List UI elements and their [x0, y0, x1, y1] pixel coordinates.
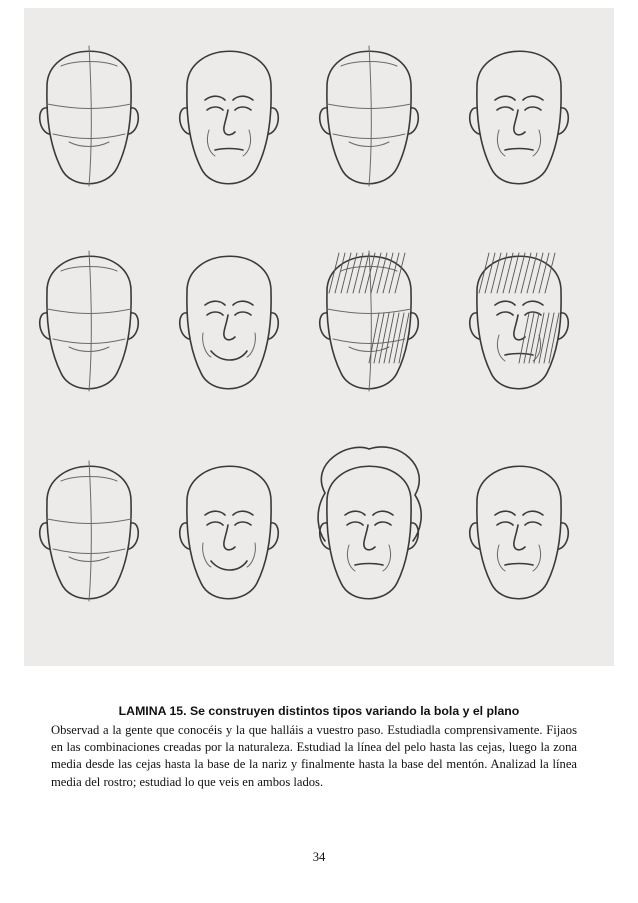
construction-head-sketch — [40, 251, 139, 391]
elderly-man-sketch — [470, 51, 569, 184]
elderly-woman-sketch — [318, 447, 421, 599]
construction-head-sketch — [40, 461, 139, 601]
shaded-construction-sketch — [320, 251, 419, 391]
elderly-man-sketch — [470, 466, 569, 599]
shaded-man-sketch — [470, 253, 569, 389]
page-number: 34 — [312, 850, 326, 864]
body-paragraph: Observad a la gente que conocéis y la que halláis a vuestro paso. Estudiadla comprensivamente. Fijaos en las combinaciones creadas por la naturaleza. Estudiad la línea del pelo hasta las cejas, luego la zona media desde las cejas hasta la base de la nariz y finalmente hasta la base del mentón. Analizad la línea media del rostro; estudiad lo que veis en ambos lados. — [51, 723, 577, 789]
construction-head-sketch — [320, 46, 419, 186]
smiling-man-sketch — [180, 466, 279, 599]
smiling-man-sketch — [180, 256, 279, 389]
illustration-plate — [24, 8, 614, 666]
plate-caption: LAMINA 15. Se construyen distintos tipos variando la bola y el plano — [118, 704, 520, 718]
head-sketches — [24, 8, 614, 666]
construction-head-sketch — [40, 46, 139, 186]
elderly-man-sketch — [180, 51, 279, 184]
